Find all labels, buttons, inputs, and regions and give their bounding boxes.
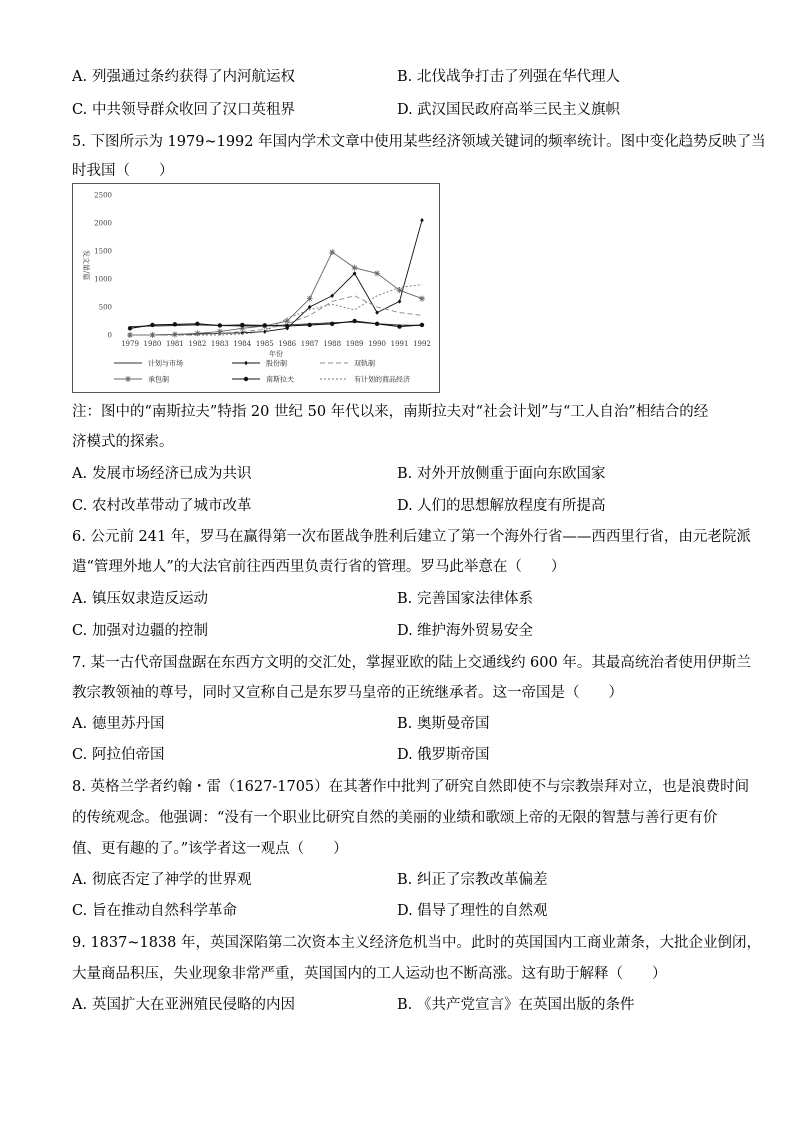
data-point [217, 329, 223, 335]
option-b[interactable] [397, 868, 548, 889]
x-tick-label: 1984 [233, 340, 252, 348]
series-3 [130, 296, 422, 335]
option-text: 旨在推动自然科学革命 [92, 903, 237, 919]
question-5-stem-cont: 时我国（ ） [72, 163, 174, 179]
y-tick-label: 1500 [94, 247, 112, 256]
option-text: 发展市场经济已成为共识 [92, 466, 252, 482]
chart-frame [73, 184, 440, 393]
option-c[interactable] [72, 98, 295, 119]
legend-label: 有计划的商品经济 [354, 375, 410, 384]
option-text: 北伐战争打击了列强在华代理人 [417, 69, 620, 85]
data-point [218, 323, 222, 327]
option-letter: D. [397, 903, 413, 919]
option-b[interactable] [397, 65, 620, 86]
option-letter: B. [397, 997, 413, 1013]
option-d[interactable] [397, 743, 490, 764]
x-tick-label: 1980 [143, 340, 162, 348]
question-5-stem: 5. 下图所示为 1979~1992 年国内学术文章中使用某些经济领域关键词的频率统计。图中变化趋势反映了当 [72, 134, 766, 150]
option-letter: B. [397, 466, 413, 482]
option-letter: A. [72, 872, 88, 888]
x-axis-label: 年份 [269, 350, 283, 358]
legend-item [232, 359, 287, 368]
option-c[interactable] [72, 619, 208, 640]
data-point [150, 323, 154, 327]
data-point [307, 296, 313, 302]
x-tick-label: 1990 [368, 340, 386, 348]
data-point [240, 323, 244, 327]
option-text: 纠正了宗教改革偏差 [417, 872, 548, 888]
option-d[interactable] [397, 619, 533, 640]
option-b[interactable] [397, 712, 490, 733]
question-8-stem: 8. 英格兰学者约翰・雷（1627-1705）在其著作中批判了研究自然即使不与宗教崇拜对立，也是浪费时间 [72, 779, 750, 795]
option-b[interactable] [397, 587, 533, 608]
legend-item [232, 375, 294, 384]
legend-item [320, 359, 375, 368]
data-point [398, 299, 402, 303]
option-text: 阿拉伯帝国 [92, 747, 165, 763]
keyword-frequency-chart [72, 183, 440, 393]
option-c[interactable] [72, 494, 252, 515]
option-text: 武汉国民政府高举三民主义旗帜 [417, 102, 620, 118]
option-d[interactable] [397, 899, 548, 920]
option-letter: C. [72, 903, 88, 919]
data-point [195, 322, 199, 326]
y-axis-label: 发文量/篇 [82, 249, 90, 281]
y-tick-label: 500 [98, 303, 112, 312]
option-a[interactable] [72, 65, 295, 86]
data-point [419, 296, 425, 302]
data-point [285, 324, 289, 328]
x-tick-label: 1985 [255, 340, 274, 348]
data-point [352, 319, 356, 323]
x-tick-label: 1981 [166, 340, 184, 348]
x-tick-label: 1983 [210, 340, 229, 348]
option-letter: A. [72, 466, 88, 482]
legend-item [114, 359, 183, 368]
data-point [244, 377, 248, 381]
data-point [172, 331, 178, 337]
option-c[interactable] [72, 743, 165, 764]
option-letter: D. [397, 623, 413, 639]
data-point [352, 265, 358, 271]
x-tick-label: 1988 [323, 340, 342, 348]
data-point [397, 324, 401, 328]
legend-label: 股份制 [266, 359, 287, 368]
question-7-stem-cont: 教宗教领袖的尊号，同时又宣称自己是东罗马皇帝的正统继承者。这一帝国是（ ） [72, 685, 623, 701]
option-d[interactable] [397, 494, 606, 515]
series-line [130, 296, 422, 335]
option-text: 列强通过条约获得了内河航运权 [92, 69, 295, 85]
option-a[interactable] [72, 462, 252, 483]
option-a[interactable] [72, 712, 165, 733]
series-6 [130, 285, 422, 335]
question-7-stem: 7. 某一古代帝国盘踞在东西方文明的交汇处，掌握亚欧的陆上交通线约 600 年。其最高统治者使用伊斯兰 [72, 655, 751, 671]
x-tick-label: 1986 [278, 340, 297, 348]
y-tick-label: 2000 [94, 219, 112, 228]
option-letter: B. [397, 69, 413, 85]
question-8-stem-cont: 的传统观念。他强调：“没有一个职业比研究自然的美丽的业绩和歌颂上帝的无限的智慧与善行更有价 [72, 810, 718, 826]
question-6-stem-cont: 遣“管理外地人”的大法官前往西西里负责行省的管理。罗马此举意在（ ） [72, 559, 566, 575]
option-text: 奥斯曼帝国 [417, 716, 490, 732]
x-tick-label: 1991 [390, 340, 409, 348]
option-text: 维护海外贸易安全 [417, 623, 533, 639]
legend-label: 承包制 [148, 375, 169, 384]
y-tick-label: 1000 [94, 275, 112, 284]
question-5-note-cont: 济模式的探索。 [72, 434, 174, 450]
option-letter: D. [397, 102, 413, 118]
option-letter: A. [72, 69, 88, 85]
option-letter: A. [72, 591, 88, 607]
legend-item [320, 375, 410, 384]
x-tick-label: 1992 [413, 340, 431, 348]
option-text: 俄罗斯帝国 [417, 747, 490, 763]
data-point [330, 322, 334, 326]
legend-item [114, 375, 169, 384]
option-letter: C. [72, 623, 88, 639]
option-letter: B. [397, 716, 413, 732]
series-line [130, 220, 422, 335]
data-point [375, 322, 379, 326]
data-point [128, 326, 132, 330]
option-letter: C. [72, 102, 88, 118]
x-tick-label: 1989 [345, 340, 364, 348]
option-b[interactable] [397, 993, 635, 1014]
option-text: 中共领导群众收回了汉口英租界 [92, 102, 295, 118]
option-text: 完善国家法律体系 [417, 591, 533, 607]
data-point [284, 318, 290, 324]
legend-label: 南斯拉夫 [266, 375, 294, 384]
option-letter: B. [397, 872, 413, 888]
option-text: 人们的思想解放程度有所提高 [417, 498, 606, 514]
option-text: 加强对边疆的控制 [92, 623, 208, 639]
option-text: 农村改革带动了城市改革 [92, 498, 252, 514]
option-letter: D. [397, 498, 413, 514]
question-6-stem: 6. 公元前 241 年，罗马在赢得第一次布匿战争胜利后建立了第一个海外行省——西西里行省，由元老院派 [72, 529, 751, 545]
x-tick-label: 1987 [300, 340, 319, 348]
option-text: 英国扩大在亚洲殖民侵略的内因 [92, 997, 295, 1013]
option-letter: C. [72, 747, 88, 763]
option-text: 德里苏丹国 [92, 716, 165, 732]
x-tick-label: 1979 [121, 340, 139, 348]
option-letter: D. [397, 747, 413, 763]
data-point [329, 249, 335, 255]
option-c[interactable] [72, 899, 237, 920]
data-point [125, 376, 131, 382]
y-tick-label: 2500 [94, 191, 112, 200]
option-a[interactable] [72, 993, 295, 1014]
question-8-stem-cont2: 值、更有趣的了。”该学者这一观点（ ） [72, 841, 348, 857]
x-tick-label: 1982 [188, 340, 207, 348]
option-text: 《共产党宣言》在英国出版的条件 [417, 997, 635, 1013]
option-text: 倡导了理性的自然观 [417, 903, 548, 919]
question-9-stem-cont: 大量商品积压，失业现象非常严重，英国国内的工人运动也不断高涨。这有助于解释（ ） [72, 966, 667, 982]
option-letter: A. [72, 997, 88, 1013]
question-5-note: 注：图中的“南斯拉夫”特指 20 世纪 50 年代以来，南斯拉夫对“社会计划”与“工人自治”相结合的经 [72, 404, 709, 420]
data-point [420, 218, 424, 222]
option-text: 镇压奴隶造反运动 [92, 591, 208, 607]
option-b[interactable] [397, 462, 606, 483]
option-a[interactable] [72, 868, 252, 889]
y-tick-label: 0 [107, 331, 112, 340]
legend-label: 双轨制 [354, 359, 375, 368]
series-line [130, 285, 422, 335]
option-a[interactable] [72, 587, 208, 608]
option-letter: A. [72, 716, 88, 732]
data-point [420, 323, 424, 327]
data-point [397, 287, 403, 293]
data-point [307, 323, 311, 327]
data-point [374, 270, 380, 276]
option-text: 对外开放侧重于面向东欧国家 [417, 466, 606, 482]
option-d[interactable] [397, 98, 620, 119]
data-point [263, 323, 267, 327]
option-text: 彻底否定了神学的世界观 [92, 872, 252, 888]
option-letter: B. [397, 591, 413, 607]
data-point [173, 322, 177, 326]
legend-label: 计划与市场 [148, 359, 183, 368]
question-9-stem: 9. 1837~1838 年，英国深陷第二次资本主义经济危机当中。此时的英国国内工商业萧条，大批企业倒闭， [72, 935, 762, 951]
series-2 [128, 218, 424, 337]
option-letter: C. [72, 498, 88, 514]
data-point [244, 361, 248, 365]
